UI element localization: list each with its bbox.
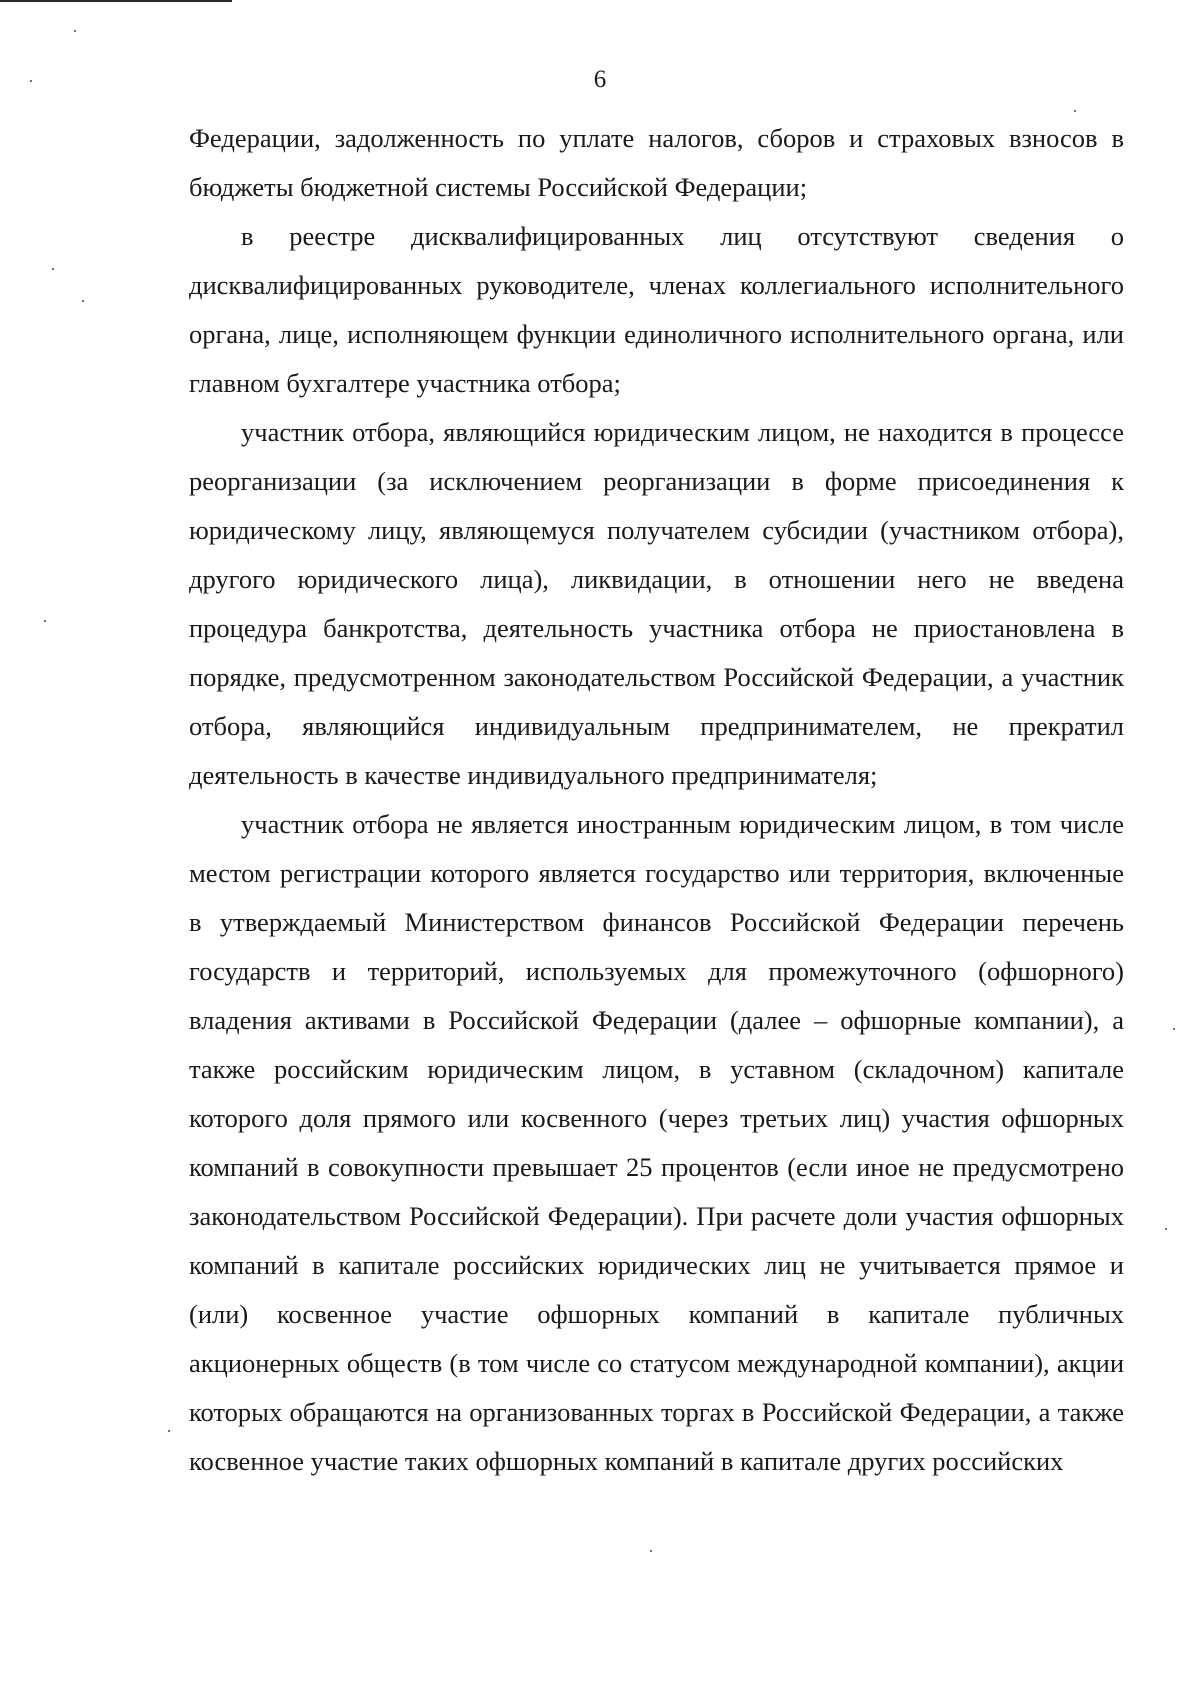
scan-speck	[74, 30, 76, 32]
scan-speck	[1074, 110, 1076, 112]
scan-speck	[52, 268, 54, 270]
paragraph: в реестре дисквалифицированных лиц отсутствуют сведения о дисквалифицированных руководителе, членах коллегиального исполнительного органа, лице, исполняющем функции единоличного исполнительного органа, или главном бухгалтере участника отбора;	[189, 221, 1124, 398]
paragraph: участник отбора не является иностранным юридическим лицом, в том числе местом регистрации которого является государство или территория, включенные в утверждаемый Министерством финансов Российской Федерации перечень государств и территорий, используемых для промежуточного (офшорного) владения активами в Российской Федерации (далее – офшорные компании), а также российским юридическим лицом, в уставном (складочном) капитале которого доля прямого или косвенного (через третьих лиц) участия офшорных компаний в совокупности превышает 25 процентов (если иное не предусмотрено законодательством Российской Федерации). При расчете доли участия офшорных компаний в капитале российских юридических лиц не учитывается прямое и (или) косвенное участие офшорных компаний в капитале публичных акционерных обществ (в том числе со статусом международной компании), акции которых обращаются на организованных торгах в Российской Федерации, а также косвенное участие таких офшорных компаний в капитале других российских	[189, 809, 1124, 1476]
scan-speck	[1165, 1228, 1167, 1230]
scan-speck	[650, 1550, 652, 1552]
scan-speck	[44, 620, 46, 622]
document-body	[189, 114, 1124, 1486]
scan-speck	[168, 1430, 170, 1432]
paragraph: участник отбора, являющийся юридическим лицом, не находится в процессе реорганизации (за исключением реорганизации в форме присоединения к юридическому лицу, являющемуся получателем субсидии (участником отбора), другого юридического лица), ликвидации, в отношении него не введена процедура банкротства, деятельность участника отбора не приостановлена в порядке, предусмотренном законодательством Российской Федерации, а участник отбора, являющийся индивидуальным предпринимателем, не прекратил деятельность в качестве индивидуального предпринимателя;	[189, 417, 1124, 790]
paragraph: Федерации, задолженность по уплате налогов, сборов и страховых взносов в бюджеты бюджетной системы Российской Федерации;	[189, 123, 1124, 202]
scan-speck	[1173, 1028, 1175, 1030]
page-number: 6	[593, 66, 607, 93]
scan-speck	[82, 300, 84, 302]
scan-edge-line	[0, 0, 232, 2]
